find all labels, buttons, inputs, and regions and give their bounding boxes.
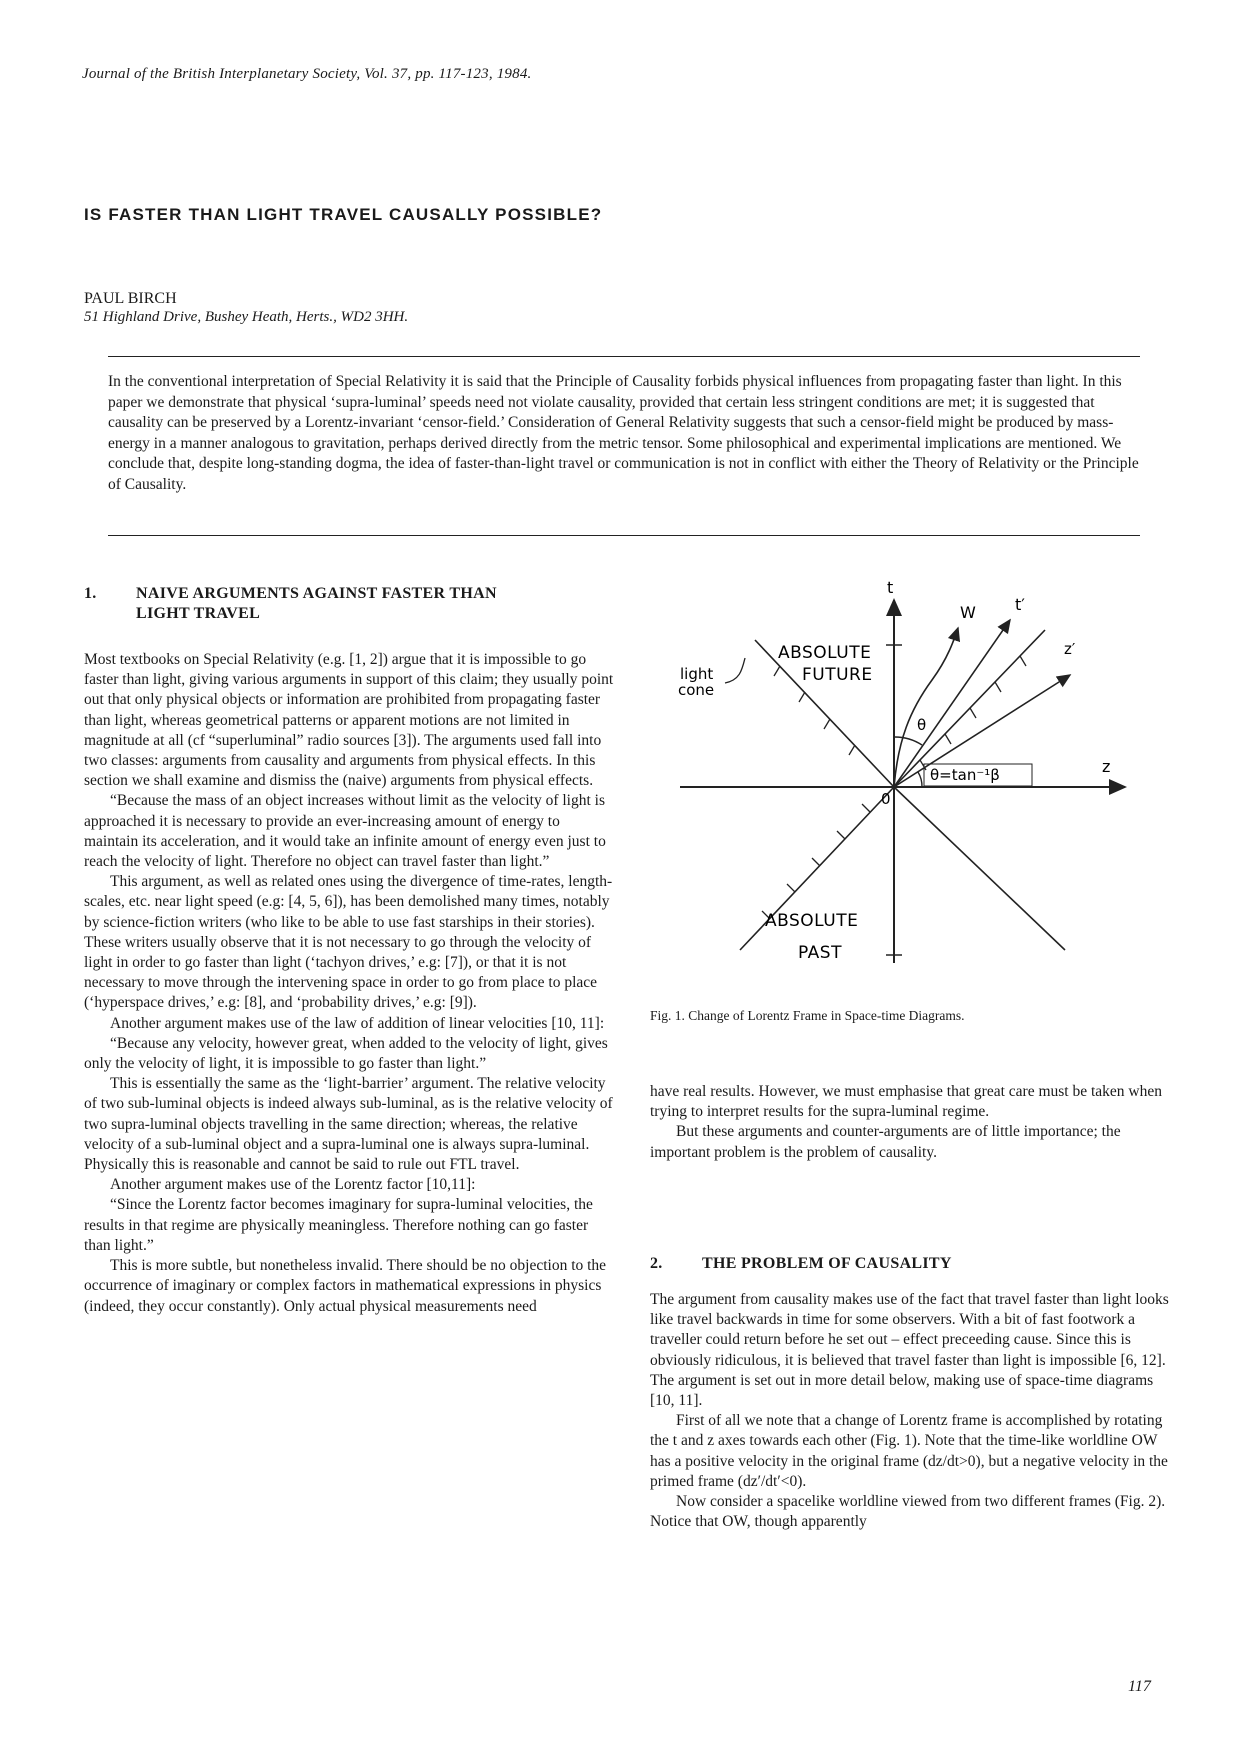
page-number: 117	[1128, 1678, 1151, 1695]
light-cone-label: light	[680, 665, 714, 683]
light-cone-future-right	[894, 630, 1045, 787]
abstract: In the conventional interpretation of Special Relativity it is said that the Principle of Causality forbids physical influences from propagating faster than light. In this paper we demonstrate that physical ‘supra-luminal’ speeds need not violate causality, provided that certain less stringent conditions are met; it is suggested that causality can be preserved by a Lorentz-invariant ‘censor-field.’ Consideration of General Relativity suggests that such a censor-field might be produced by mass-energy in a manner analogous to gravitation, perhaps derived directly from the metric tensor. Some philosophical and experimental implications are mentioned. We conclude that, despite long-standing dogma, the idea of faster-than-light travel or communication is not in conflict with either the Theory of Relativity or the Principle of Causality.	[108, 373, 1139, 493]
section-title-line1: NAIVE ARGUMENTS AGAINST FASTER THAN	[136, 585, 497, 602]
theta-arc-lower	[918, 772, 922, 787]
abstract-bottom-rule	[108, 535, 1140, 536]
journal-citation: Journal of the British Interplanetary Society, Vol. 37, pp. 117-123, 1984.	[82, 66, 532, 82]
paragraph: have real results. However, we must emphasise that great care must be taken when trying to interpret results for the supra-luminal regime.	[650, 1083, 1162, 1121]
paragraph: “Since the Lorentz factor becomes imaginary for supra-luminal velocities, the results in that regime are physically meaningless. Therefore nothing can go faster than light.”	[84, 1196, 593, 1254]
paragraph: Another argument makes use of the law of addition of linear velocities [10, 11]:	[110, 1014, 605, 1032]
z-prime-label: z′	[1064, 640, 1076, 658]
paragraph: Most textbooks on Special Relativity (e.g. [1, 2]) argue that it is impossible to go faster than light, giving various arguments in support of this claim; they usually point out that only physical objects or information are prohibited from propagating faster than light, whereas geometrical patterns or apparent motions are not limited in magnitude at all (cf “superluminal” radio sources [3]). The arguments used fall into two classes: arguments from causality and arguments from physical effects. In this section we shall examine and dismiss the (naive) arguments from physical effects.	[84, 651, 614, 790]
light-cone-past-right	[894, 787, 1065, 950]
paragraph: But these arguments and counter-arguments are of little importance; the important problem is the problem of causality.	[650, 1123, 1121, 1161]
paragraph: “Because the mass of an object increases without limit as the velocity of light is approached it is necessary to provide an ever-increasing amount of energy to maintain its acceleration, and it would take an infinite amount of energy even just to reach the velocity of light. Therefore no object can travel faster than light.”	[84, 792, 606, 871]
paragraph: This is more subtle, but nonetheless invalid. There should be no objection to the occurrence of imaginary or complex factors in mathematical expressions in physics (indeed, they occur constantly). Only actual physical measurements need	[84, 1257, 607, 1315]
section-title-line2: LIGHT TRAVEL	[136, 605, 261, 622]
left-column-text	[84, 650, 617, 1317]
paragraph: First of all we note that a change of Lorentz frame is accomplished by rotating the t and z axes towards each other (Fig. 1). Note that the time-like worldline OW has a positive velocity in the original frame (dz/dt>0), but a negative velocity in the primed frame (dz′/dt′<0).	[650, 1412, 1168, 1490]
section-number: 1.	[84, 585, 97, 602]
absolute-past-label: ABSOLUTE	[765, 911, 859, 931]
abstract-top-rule	[108, 356, 1140, 357]
figure-1-caption: Fig. 1. Change of Lorentz Frame in Space-time Diagrams.	[650, 1008, 965, 1023]
paragraph: The argument from causality makes use of the fact that travel faster than light looks like travel backwards in time for some observers. With a bit of fast footwork a traveller could return before he set out – effect preceeding cause. Since this is obviously ridiculous, it is believed that travel faster than light is impossible [6, 12]. The argument is set out in more detail below, making use of space-time diagrams [10, 11].	[650, 1291, 1169, 1410]
paragraph: This argument, as well as related ones using the divergence of time-rates, length-scales, etc. near light speed (e.g: [4, 5, 6]), has been demolished many times, notably by science-fiction writers (who like to be able to use fast starships in their stories). These writers usually observe that it is not necessary to go through the velocity of light in order to go faster than light (‘tachyon drives,’ e.g: [7]), or that it is not necessary to move through the intervening space in order to go from place to place (‘hyperspace drives,’ e.g: [8], and ‘probability drives,’ e.g: [9]).	[84, 873, 613, 1012]
t-prime-label: t′	[1015, 595, 1025, 614]
absolute-future-label: ABSOLUTE	[778, 643, 872, 663]
t-axis-label: t	[887, 580, 894, 597]
spacetime-diagram	[670, 580, 1140, 980]
right-column-text-section2	[650, 1290, 1170, 1532]
author-address: 51 Highland Drive, Bushey Heath, Herts., WD2 3HH.	[84, 309, 409, 325]
origin-label: 0	[881, 790, 891, 808]
theta-equation-label: θ=tan⁻¹β	[930, 766, 1000, 784]
absolute-past-label-2: PAST	[798, 943, 842, 963]
right-column-text-top	[650, 1082, 1170, 1163]
section-1-heading	[84, 584, 624, 626]
absolute-future-label-2: FUTURE	[802, 665, 873, 685]
light-cone-label-2: cone	[678, 681, 715, 699]
paragraph: This is essentially the same as the ‘light-barrier’ argument. The relative velocity of two sub-luminal objects is indeed always sub-luminal, as is the relative velocity of two supra-luminal objects travelling in the same direction; whereas, the relative velocity of a sub-luminal object and a supra-luminal one is always supra-luminal. Physically this is reasonable and cannot be said to rule out FTL travel.	[84, 1075, 613, 1174]
z-axis-label: z	[1102, 757, 1111, 776]
theta-label: θ	[917, 716, 927, 734]
w-label: W	[960, 603, 976, 622]
paragraph: Another argument makes use of the Lorentz factor [10,11]:	[110, 1176, 476, 1194]
paragraph: “Because any velocity, however great, when added to the velocity of light, gives only the velocity of light, it is impossible to go faster than light.”	[84, 1034, 608, 1073]
section-number: 2.	[650, 1255, 663, 1272]
theta-arc-upper	[894, 737, 922, 745]
section-2-heading	[650, 1254, 1170, 1276]
author-name: PAUL BIRCH	[84, 290, 177, 307]
section-title: THE PROBLEM OF CAUSALITY	[702, 1255, 952, 1272]
paragraph: Now consider a spacelike worldline viewed from two different frames (Fig. 2). Notice that OW, though apparently	[650, 1493, 1166, 1531]
article-title: IS FASTER THAN LIGHT TRAVEL CAUSALLY POSSIBLE?	[84, 205, 603, 224]
